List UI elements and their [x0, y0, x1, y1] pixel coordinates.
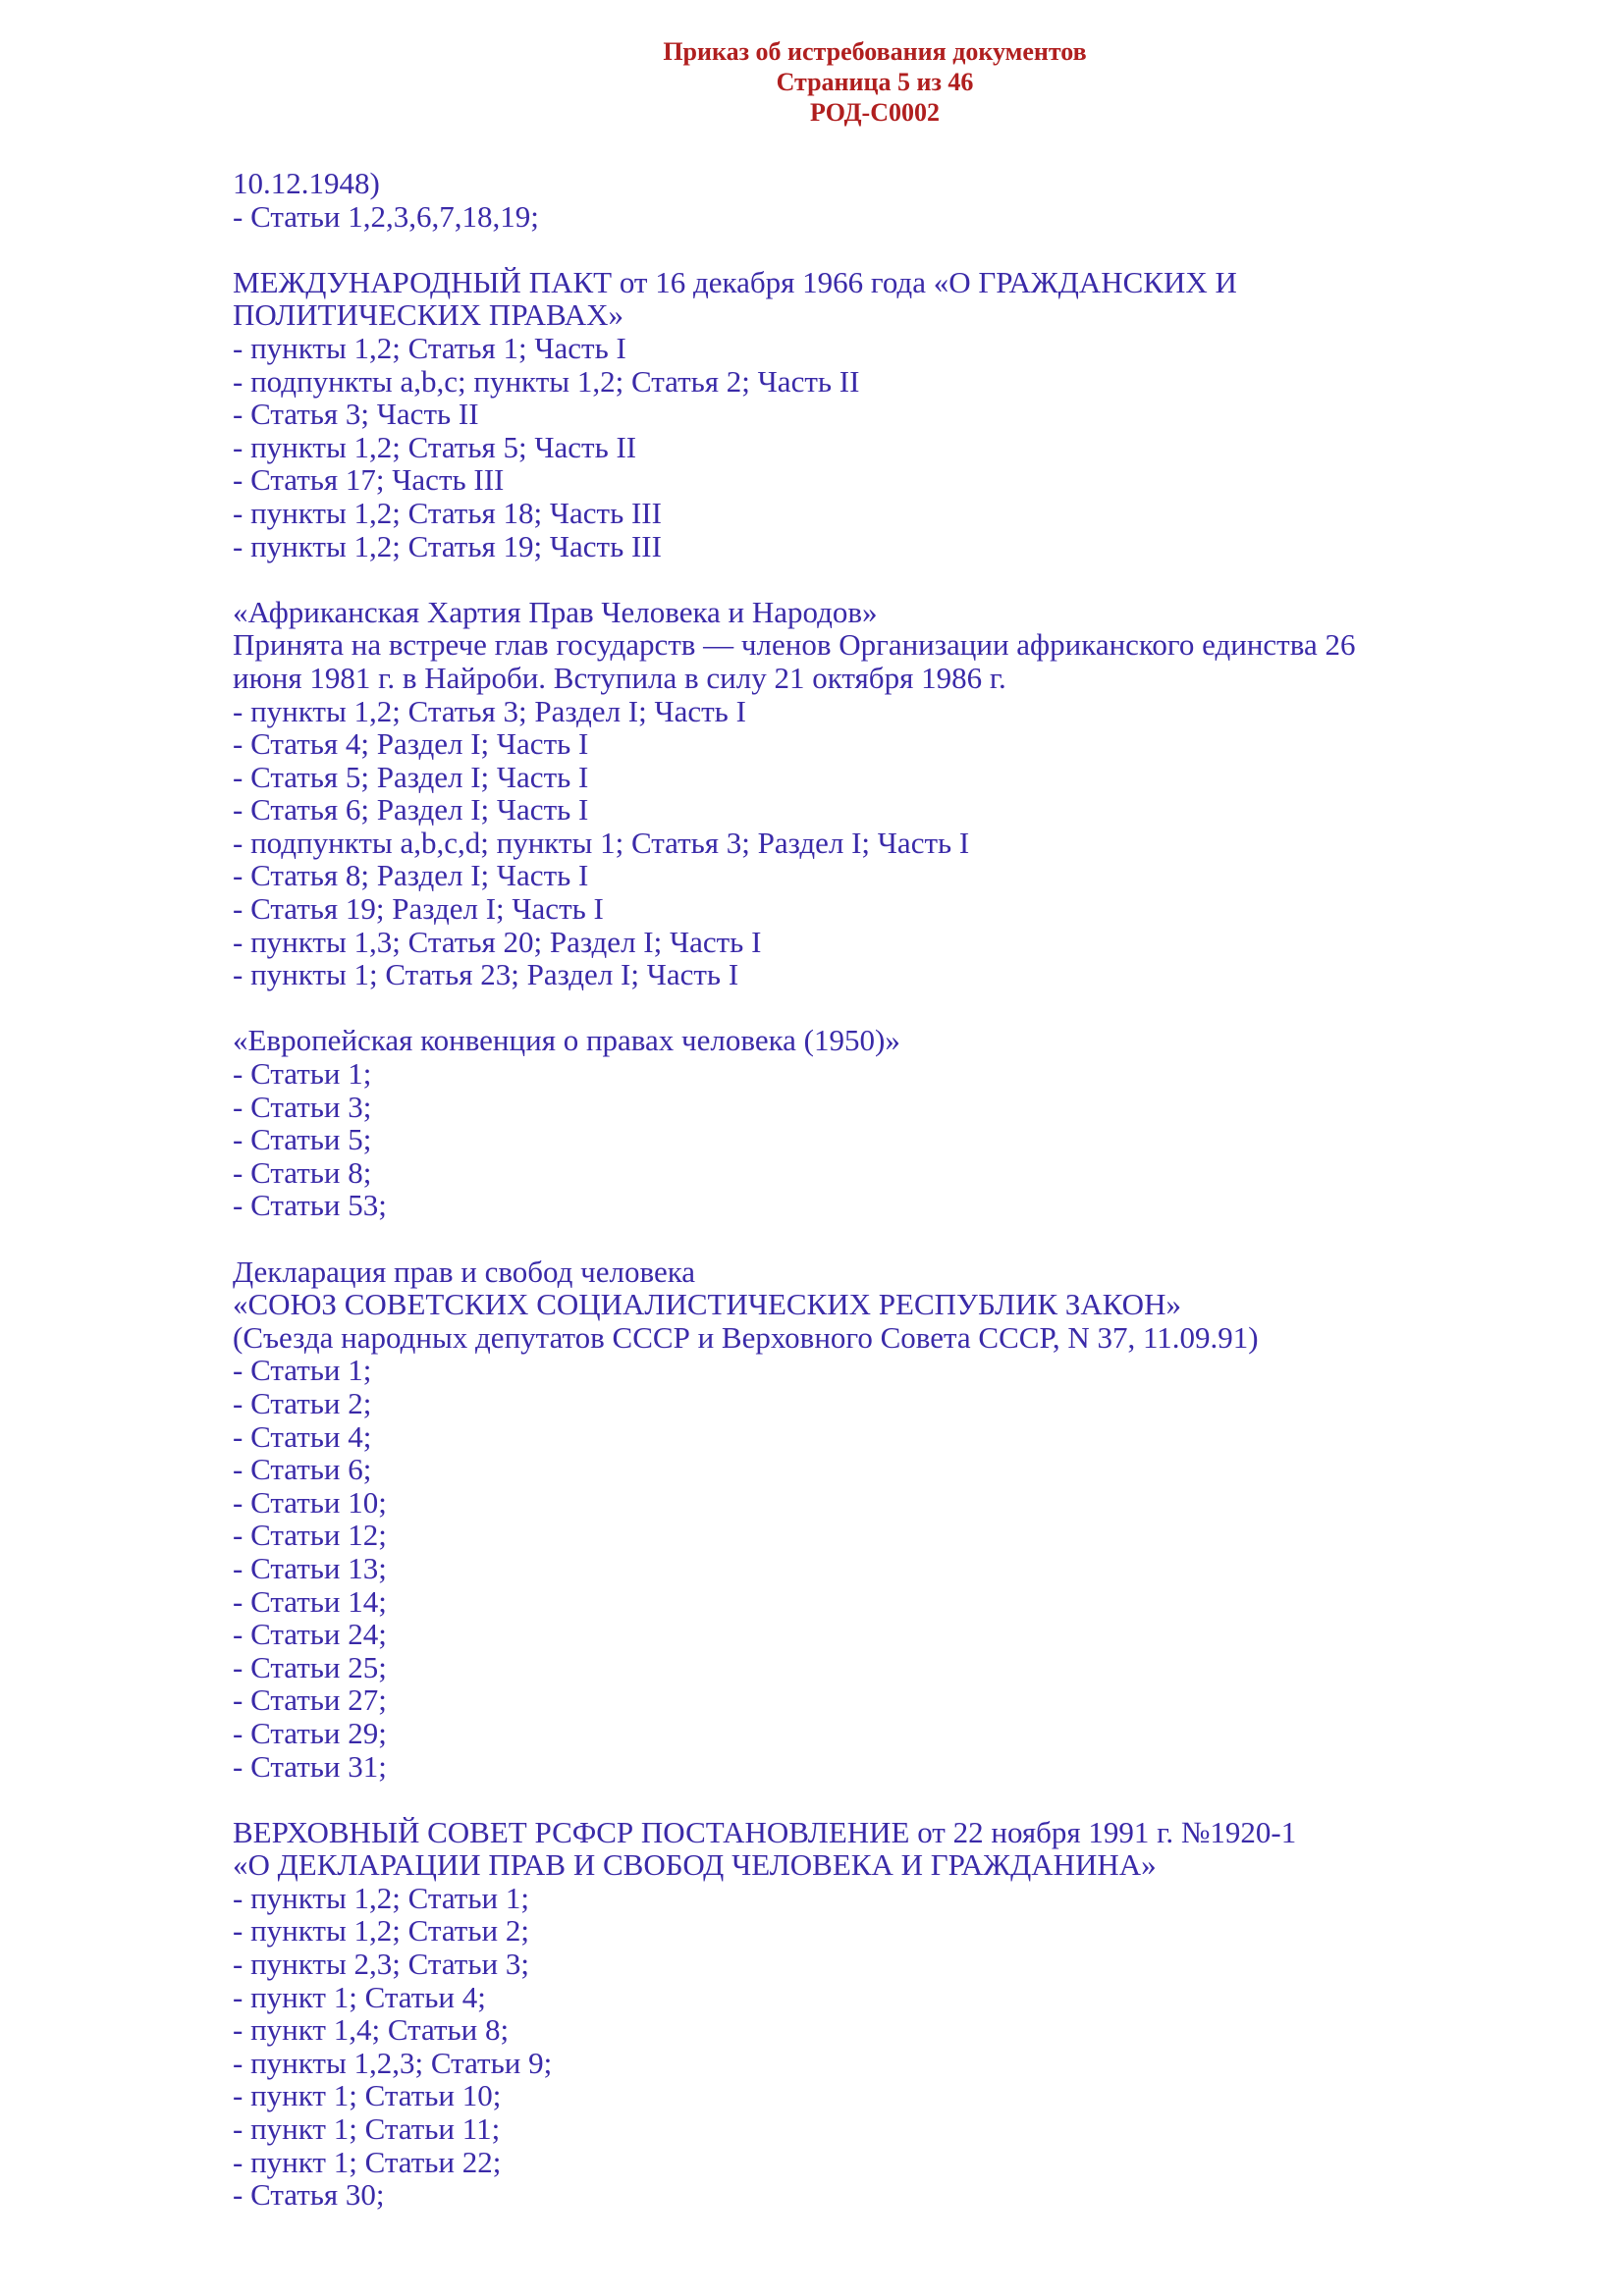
- text-line: - Статьи 1;: [233, 1056, 372, 1092]
- paragraph-gap: [233, 233, 1529, 266]
- document-section: [233, 1255, 1529, 1784]
- text-line: - Статья 19; Раздел I; Часть I: [233, 891, 604, 927]
- text-line: - Статьи 53;: [233, 1188, 387, 1223]
- text-line: - пункты 1,3; Статья 20; Раздел I; Часть I: [233, 924, 762, 959]
- document-code: РОД-С0002: [810, 98, 940, 127]
- text-line: - Статьи 12;: [233, 1518, 387, 1553]
- section-heading: «Африканская Хартия Прав Человека и Народов»: [233, 594, 878, 629]
- text-line: - пункты 1,2; Статья 5; Часть II: [233, 429, 637, 464]
- document-section: [233, 596, 1529, 991]
- text-line: - Статьи 6;: [233, 1452, 372, 1487]
- text-line: - пункты 1,2; Статья 18; Часть III: [233, 495, 662, 530]
- text-line: - Статья 3; Часть II: [233, 397, 479, 432]
- text-line: 10.12.1948): [233, 166, 380, 200]
- text-line: - пункт 1; Статьи 10;: [233, 2078, 502, 2113]
- document-title: Приказ об истребования документов: [663, 37, 1087, 66]
- text-line: - Статьи 1,2,3,6,7,18,19;: [233, 198, 539, 234]
- text-line: - пункты 1,2; Статья 3; Раздел I; Часть I: [233, 693, 746, 728]
- section-heading: МЕЖДУНАРОДНЫЙ ПАКТ от 16 декабря 1966 года «О ГРАЖДАНСКИХ И: [233, 264, 1237, 299]
- text-line: - Статья 4; Раздел I; Часть I: [233, 726, 589, 762]
- document-section: [233, 1816, 1529, 2212]
- paragraph-gap: [233, 562, 1529, 596]
- text-line: - пункты 2,3; Статьи 3;: [233, 1947, 529, 1982]
- text-line: - Статьи 31;: [233, 1748, 387, 1784]
- text-line: - Статьи 24;: [233, 1617, 387, 1652]
- document-body: [233, 167, 1529, 2212]
- text-line: - Статьи 29;: [233, 1715, 387, 1750]
- text-line: - Статьи 25;: [233, 1649, 387, 1684]
- text-line: - Статья 5; Раздел I; Часть I: [233, 759, 589, 794]
- text-line: - Статьи 27;: [233, 1682, 387, 1718]
- text-line: - Статья 30;: [233, 2177, 385, 2213]
- text-line: - пункты 1,2; Статьи 2;: [233, 1913, 529, 1949]
- section-heading: ВЕРХОВНЫЙ СОВЕТ РСФСР ПОСТАНОВЛЕНИЕ от 22 ноября 1991 г. №1920-1: [233, 1814, 1297, 1849]
- text-line: - подпункты a,b,c,d; пункты 1; Статья 3; Раздел I; Часть I: [233, 825, 970, 860]
- section-heading: «Европейская конвенция о правах человека (1950)»: [233, 1023, 900, 1058]
- text-line: - Статья 6; Раздел I; Часть I: [233, 792, 589, 828]
- text-line: ПОЛИТИЧЕСКИХ ПРАВАХ»: [233, 297, 623, 333]
- text-line: - Статьи 10;: [233, 1484, 387, 1520]
- page-number: Страница 5 из 46: [776, 68, 974, 96]
- text-line: - пункт 1; Статьи 11;: [233, 2111, 501, 2147]
- text-line: - Статья 8; Раздел I; Часть I: [233, 858, 589, 893]
- text-line: - подпункты a,b,c; пункты 1,2; Статья 2; Часть II: [233, 363, 860, 399]
- text-line: - Статьи 13;: [233, 1550, 387, 1585]
- text-line: - Статьи 3;: [233, 1089, 372, 1124]
- text-line: - пункты 1; Статья 23; Раздел I; Часть I: [233, 957, 739, 992]
- text-line: - Статьи 4;: [233, 1418, 372, 1454]
- text-line: - Статья 17; Часть III: [233, 462, 505, 498]
- text-line: июня 1981 г. в Найроби. Вступила в силу 21 октября 1986 г.: [233, 660, 1006, 695]
- text-line: «СОЮЗ СОВЕТСКИХ СОЦИАЛИСТИЧЕСКИХ РЕСПУБЛИК ЗАКОН»: [233, 1287, 1181, 1322]
- text-line: - пункты 1,2; Статья 1; Часть I: [233, 330, 626, 365]
- page-header: [0, 36, 1624, 128]
- section-heading: Декларация прав и свобод человека: [233, 1254, 696, 1289]
- text-line: «О ДЕКЛАРАЦИИ ПРАВ И СВОБОД ЧЕЛОВЕКА И ГРАЖДАНИНА»: [233, 1847, 1157, 1883]
- document-section: [233, 1024, 1529, 1222]
- text-line: - пункты 1,2; Статьи 1;: [233, 1880, 529, 1915]
- text-line: - Статьи 1;: [233, 1353, 372, 1388]
- text-line: - пункты 1,2; Статья 19; Часть III: [233, 528, 662, 563]
- text-line: - Статьи 8;: [233, 1154, 372, 1190]
- text-line: Принята на встрече глав государств — членов Организации африканского единства 26: [233, 627, 1356, 663]
- text-line: - пункты 1,2,3; Статьи 9;: [233, 2045, 553, 2080]
- text-line: - Статьи 2;: [233, 1385, 372, 1420]
- text-line: - пункт 1; Статьи 22;: [233, 2144, 502, 2179]
- text-line: - пункт 1; Статьи 4;: [233, 1979, 486, 2014]
- paragraph-gap: [233, 1783, 1529, 1816]
- paragraph-gap: [233, 991, 1529, 1025]
- text-line: - пункт 1,4; Статьи 8;: [233, 2012, 510, 2048]
- text-line: - Статьи 5;: [233, 1122, 372, 1157]
- document-section: [233, 167, 1529, 233]
- document-section: [233, 266, 1529, 562]
- text-line: (Съезда народных депутатов СССР и Верховного Совета СССР, N 37, 11.09.91): [233, 1319, 1259, 1355]
- text-line: - Статьи 14;: [233, 1583, 387, 1619]
- paragraph-gap: [233, 1222, 1529, 1255]
